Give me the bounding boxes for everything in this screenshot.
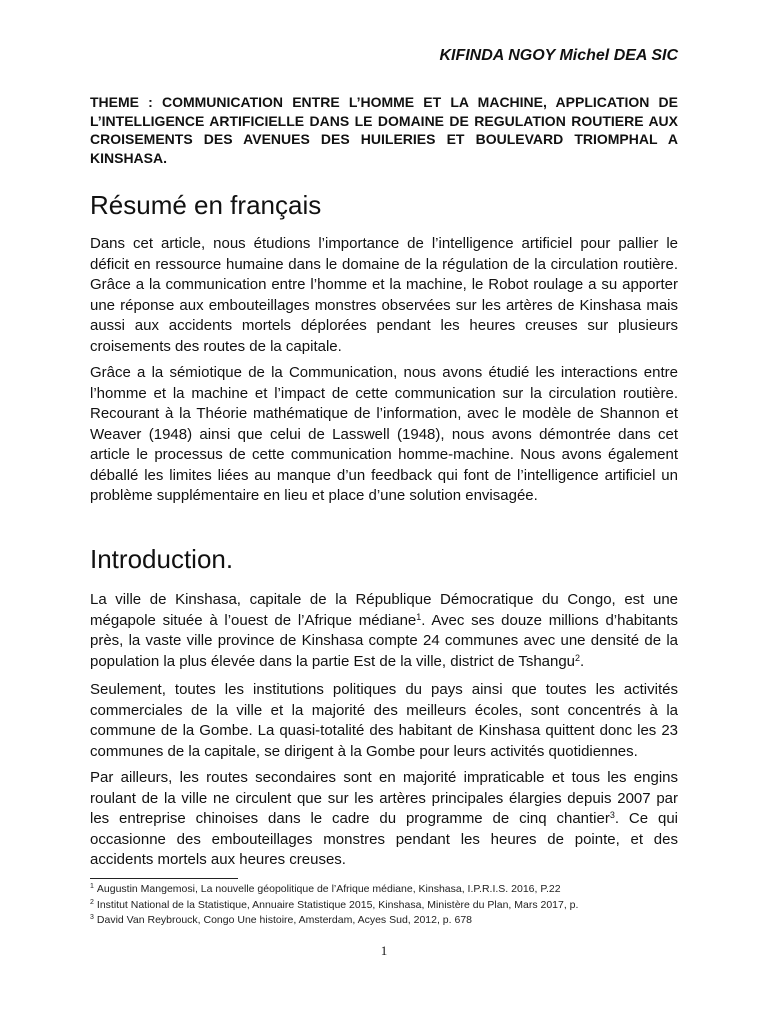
footnote-text: Augustin Mangemosi, La nouvelle géopolitique de l’Afrique médiane, Kinshasa, I.P.R.I.S. 2016, P.22: [96, 883, 561, 895]
footnote-text: David Van Reybrouck, Congo Une histoire, Amsterdam, Acyes Sud, 2012, p. 678: [96, 914, 472, 926]
footnote-separator: [90, 878, 238, 879]
footnote-ref-3[interactable]: 3: [609, 810, 615, 820]
footnote-ref-2[interactable]: 2: [575, 652, 581, 663]
footnote-ref-1[interactable]: 1: [416, 611, 422, 622]
footnotes-list: [90, 882, 678, 929]
footnote-text: Institut National de la Statistique, Annuaire Statistique 2015, Kinshasa, Ministère du Plan, Mars 2017, p.: [96, 898, 579, 911]
footnote-item: [90, 913, 678, 929]
intro-p1-text-a: La ville de Kinshasa, capitale de la République Démocratique du Congo, est une mégapole située à l’ouest de l’Afrique médiane: [90, 591, 678, 629]
intro-paragraph-2: Seulement, toutes les institutions politiques du pays ainsi que toutes les activités commerciales de la ville et la majorité des meilleurs écoles, sont concentrés à la commune de la Gombe. La quasi-totalité des habitant de Kinshasa quittent donc les 23 communes de la capitale, se dirigent à la Gombe pour leurs activités quotidiennes.: [90, 681, 678, 760]
section-heading-resume: Résumé en français: [90, 190, 322, 220]
intro-p3-text-b: . Ce qui occasionne des embouteillages monstres pendant les heures de pointe, et des accidents mortels aux heures creuses.: [90, 810, 678, 868]
footnote-number: 2: [90, 898, 94, 906]
footnote-item: [90, 882, 678, 898]
footnote-item: [90, 898, 678, 914]
resume-paragraph-2: Grâce a la sémiotique de la Communication, nous avons étudié les interactions entre l’homme et la machine et l’impact de cette communication sur la circulation routière. Recourant à la Théorie mathématique de l’information, avec le modèle de Shannon et Weaver (1948) ainsi que celui de Lasswell (1948), nous avons démontrée dans cet article le processus de cette communication homme-machine. Nous avons également déballé les limites liées au manque d’un feedback qui font de l’intelligence artificiel un problème supplémentaire en lieu et place d’une solution envisagée.: [90, 364, 678, 504]
author-header: KIFINDA NGOY Michel DEA SIC: [439, 47, 678, 64]
intro-p1-text-b: . Avec ses douze millions d’habitants près, la vaste ville province de Kinshasa compte 24 communes avec une densité de la population la plus élevée dans la partie Est de la ville, district de Tshangu: [90, 611, 679, 670]
footnote-number: 3: [90, 914, 94, 921]
theme-title: THEME : COMMUNICATION ENTRE L’HOMME ET LA MACHINE, APPLICATION DE L’INTELLIGENCE ARTIFICIELLE DANS LE DOMAINE DE REGULATION ROUTIERE AUX CROISEMENTS DES AVENUES DES HUILERIES ET BOULEVARD TRIOMPHAL A KINSHASA.: [90, 94, 678, 166]
intro-p1-text-c: .: [580, 652, 585, 670]
resume-paragraph-1: Dans cet article, nous étudions l’importance de l’intelligence artificiel pour pallier le déficit en ressource humaine dans le domaine de la régulation de la circulation routière. Grâce a la communication entre l’homme et la machine, le Robot roulage a su apporter une réponse aux embouteillages monstres observées sur les artères de Kinshasa mais aussi aux accidents mortels déplorées pendant les heures creuses sur plusieurs croisements des routes de la capitale.: [90, 235, 678, 355]
section-heading-introduction: Introduction.: [90, 544, 234, 574]
footnote-number: 1: [90, 883, 94, 890]
page-number: 1: [380, 943, 388, 958]
intro-p3-text-a: Par ailleurs, les routes secondaires sont en majorité impraticable et tous les engins roulant de la ville ne circulent que sur les artères principales élargies depuis 2007 par les entreprise chinoises dans le cadre du programme de cinq chantier: [90, 769, 678, 827]
intro-paragraph-3: [90, 768, 678, 871]
intro-paragraph-1: [90, 590, 678, 672]
